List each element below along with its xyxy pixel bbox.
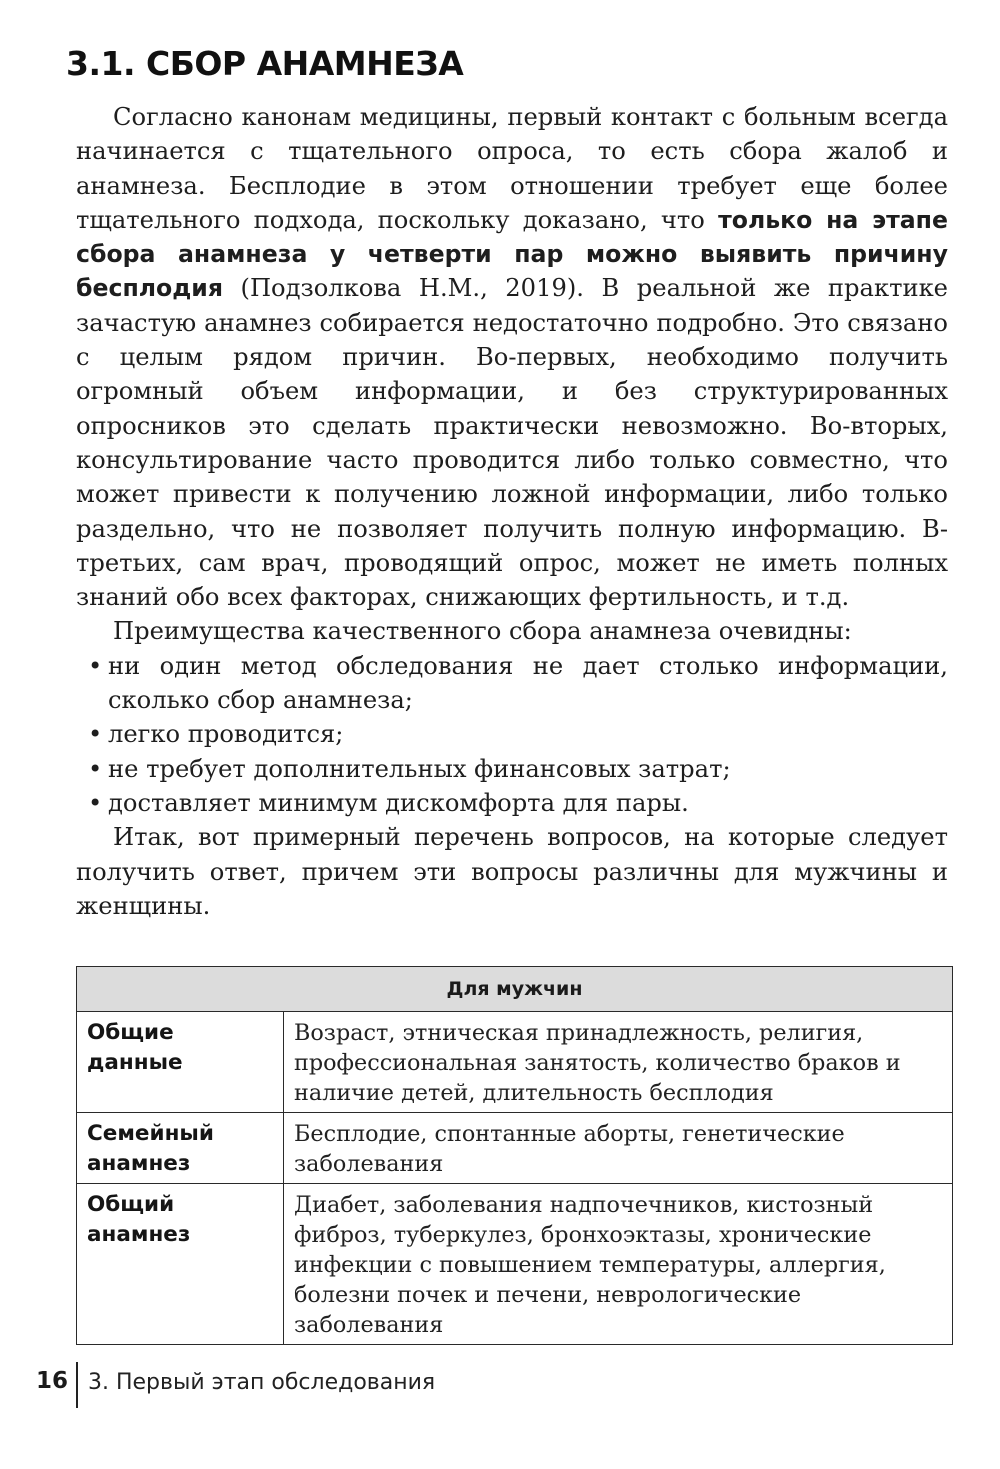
list-item	[88, 786, 948, 820]
body-text	[76, 100, 948, 923]
intro-paragraph	[76, 100, 948, 614]
running-footer-title: 3. Первый этап обследования	[88, 1370, 436, 1395]
row-label: Семейный анамнез	[77, 1113, 284, 1184]
table-row	[77, 1184, 953, 1345]
questions-intro: Итак, вот примерный перечень вопросов, на которые следует получить ответ, причем эти вопросы различны для мужчины и женщины.	[76, 823, 948, 920]
list-item-text: ни один метод обследования не дает столько информации, сколько сбор анамнеза;	[108, 651, 948, 715]
row-label: Общие данные	[77, 1012, 284, 1113]
table-header: Для мужчин	[77, 967, 953, 1012]
bullet-marker: •	[88, 651, 103, 680]
list-item	[88, 649, 948, 718]
page-number: 16	[35, 1368, 68, 1394]
list-item	[88, 752, 948, 786]
row-label: Общий анамнез	[77, 1184, 284, 1345]
table-row	[77, 1012, 953, 1113]
row-value: Бесплодие, спонтанные аборты, генетические заболевания	[284, 1113, 953, 1184]
table-header-row	[77, 967, 953, 1012]
intro-text-start: Согласно канонам медицины, первый контакт с больным всегда начинается с тщательного опроса, то есть сбора жалоб и анамнеза. Бесплодие в этом отношении требует еще более тщательного подхода, поскольку доказано, что	[76, 103, 948, 234]
list-item-text: не требует дополнительных финансовых затрат;	[108, 754, 731, 783]
list-item-text: легко проводится;	[108, 720, 344, 749]
bullet-marker: •	[88, 754, 103, 783]
intro-bold-statement: только на этапе сбора анамнеза у четверти пар можно выявить причину бесплодия	[76, 205, 948, 303]
advantages-list	[76, 649, 948, 820]
row-value: Диабет, заболевания надпочечников, кистозный фиброз, туберкулез, бронхоэктазы, хронические инфекции с повышением температуры, аллергия, болезни почек и печени, неврологические заболевания	[284, 1184, 953, 1345]
anamnesis-table	[76, 966, 953, 1345]
table-row	[77, 1113, 953, 1184]
section-heading: 3.1. СБОР АНАМНЕЗА	[66, 44, 464, 83]
intro-text-end: (Подзолкова Н.М., 2019). В реальной же практике зачастую анамнез собирается недостаточно подробно. Это связано с целым рядом причин. Во-первых, необходимо получить огромный объем информации, и без структурированных опросников это сделать практически невозможно. Во-вторых, консультирование часто проводится либо только совместно, что может привести к получению ложной информации, либо только раздельно, что не позволяет получить полную информацию. В-третьих, сам врач, проводящий опрос, может не иметь полных знаний обо всех факторах, снижающих фертильность, и т.д.	[76, 274, 948, 612]
bullet-marker: •	[88, 720, 103, 749]
list-item-text: доставляет минимум дискомфорта для пары.	[108, 788, 689, 817]
row-value: Возраст, этническая принадлежность, религия, профессиональная занятость, количество браков и наличие детей, длительность бесплодия	[284, 1012, 953, 1113]
list-item	[88, 717, 948, 751]
footer-divider	[76, 1362, 78, 1408]
advantages-lead: Преимущества качественного сбора анамнеза очевидны:	[113, 617, 852, 646]
bullet-marker: •	[88, 788, 103, 817]
